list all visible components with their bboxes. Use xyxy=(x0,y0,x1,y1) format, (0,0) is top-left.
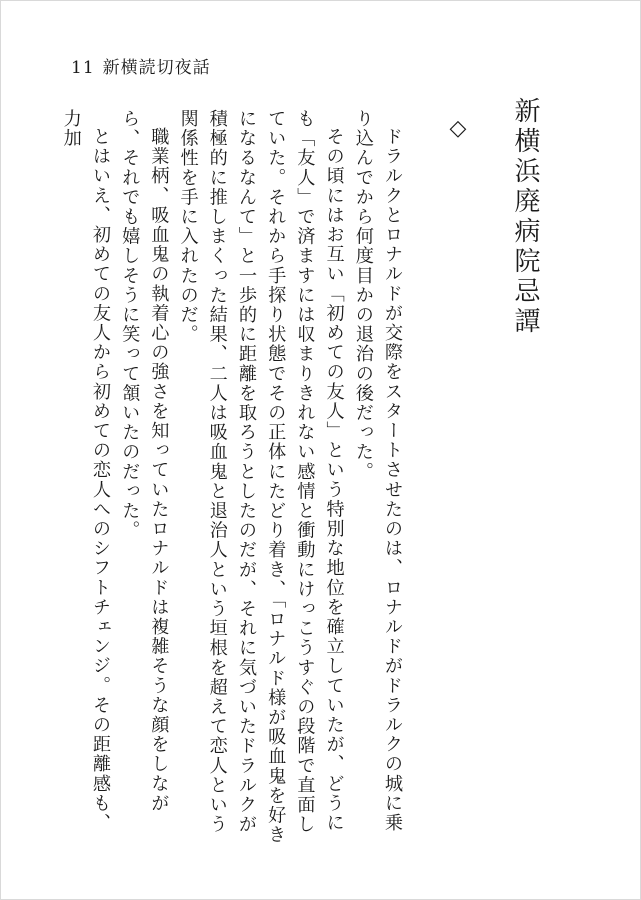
chapter-title: 新横浜廃病院忌譚 xyxy=(510,97,540,337)
paragraph: ドラルクとロナルドが交際をスタートさせたのは、ロナルドがドラルクの城に乗り込んでから何度目かの退治の後だった。 xyxy=(352,109,403,833)
section-ornament: ◇ xyxy=(449,116,467,141)
running-header xyxy=(71,53,211,78)
running-title: 新横読切夜話 xyxy=(102,58,211,78)
paragraph: その頃にはお互い「初めての友人」という特別な地位を確立していたが、どうにも「友人」で済ますには収まりきれない感情と衝動にけっこうすぐの段階で直面していた。それから手探り状態でその正体にたどり着き、「ロナルド様が吸血鬼を好きになるなんて」と一歩的に距離を取ろうとしたのだが、それに気づいたドラルクが積極的に推しまくった結果、二人は吸血鬼と退治人という垣根を超えて恋人という関係性を手に入れたのだ。 xyxy=(177,109,345,845)
body-text xyxy=(60,109,407,849)
paragraph: とはいえ、初めての友人から初めての恋人へのシフトチェンジ。その距離感も、力加 xyxy=(60,109,111,833)
page-number: 11 xyxy=(71,58,95,78)
paragraph: 職業柄、吸血鬼の執着心の強さを知っていたロナルドは複雑そうな顔をしながら、それでも嬉しそうに笑って頷いたのだった。 xyxy=(119,109,170,814)
